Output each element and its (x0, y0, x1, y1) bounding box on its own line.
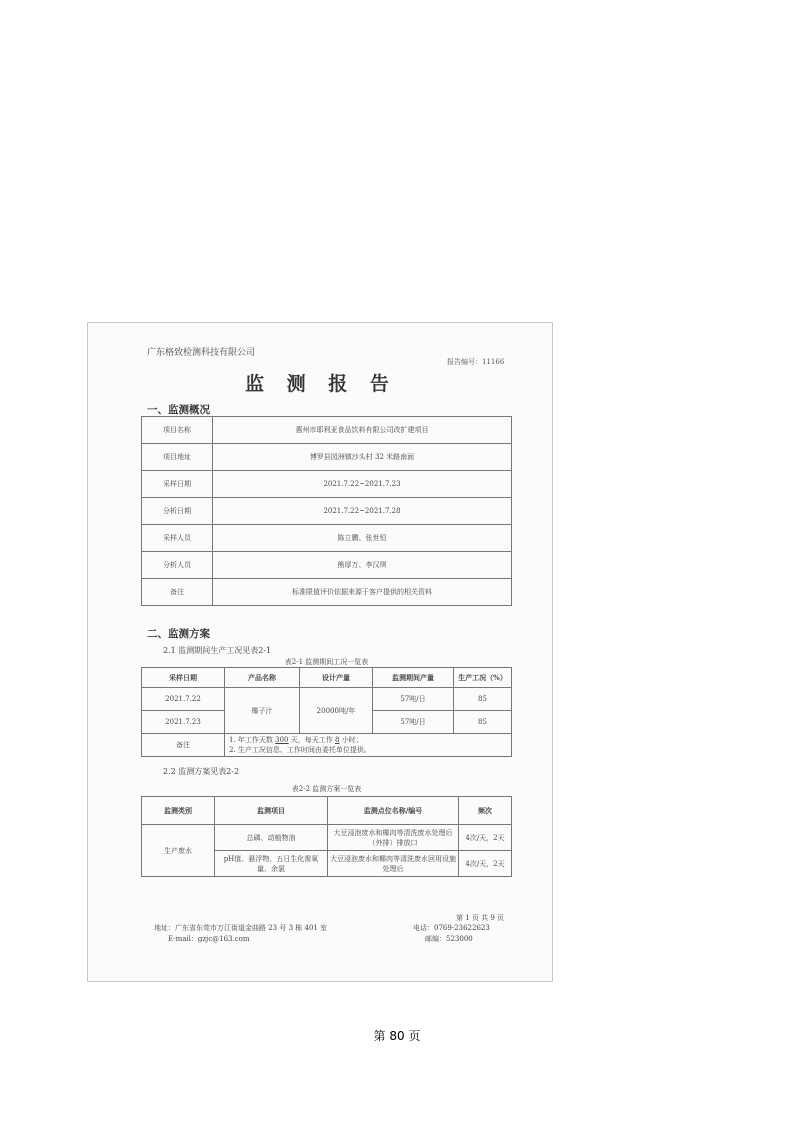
table-row: 2021.7.23 57吨/日 85 (142, 711, 512, 734)
subsection-2-2: 2.2 监测方案见表2-2 (163, 767, 240, 776)
table-row: pH值、悬浮物、五日生化需氧量、余氯 大豆浸泡废水和椰肉等清洗废水回用设施处理后 4次/天，2天 (142, 851, 512, 877)
table1-note: 1. 年工作天数 300 天，每天工作 8 小时； 2. 生产工况信息、工作时间由委托单位提供。 (225, 734, 512, 757)
table-row: 备注 标准限值评价依据来源于客户提供的相关资料 (142, 579, 512, 606)
document-page-number: 第 80 页 (373, 1029, 421, 1043)
section1-heading: 一、监测概况 (147, 404, 210, 416)
table-row: 采样日期 2021.7.22~2021.7.23 (142, 471, 512, 498)
table-row: 2021.7.22 椰子汁 20000吨/年 57吨/日 85 (142, 688, 512, 711)
footer-address: 地址：广东省东莞市万江街道金曲路 23 号 3 栋 401 室 (154, 924, 328, 932)
table-row: 采样人员 陈立鹏、张世恒 (142, 525, 512, 552)
company-name: 广东格致检测科技有限公司 (147, 348, 256, 358)
report-title: 监 测 报 告 (245, 373, 397, 395)
footer-email: E-mail：gzjc@163.com (168, 935, 250, 943)
table-row: 分析人员 熊厚万、李汉琪 (142, 552, 512, 579)
footer-phone: 电话：0769-23622623 (413, 924, 490, 932)
scanned-report-page (87, 322, 553, 982)
table2-caption: 表2-2 监测方案一览表 (291, 785, 362, 793)
table-header-row: 监测类别 监测项目 监测点位名称/编号 频次 (142, 797, 512, 825)
report-number: 报告编号：11166 (447, 358, 505, 366)
table-row: 备注 1. 年工作天数 300 天，每天工作 8 小时； 2. 生产工况信息、工作时间由委托单位提供。 (142, 734, 512, 757)
table-header-row: 采样日期 产品名称 设计产量 监测期间产量 生产工况（%） (142, 668, 512, 688)
subsection-2-1: 2.1 监测期间生产工况见表2-1 (163, 646, 272, 655)
table-row: 分析日期 2021.7.22~2021.7.28 (142, 498, 512, 525)
page-of-total: 第 1 页 共 9 页 (456, 914, 505, 922)
production-table (141, 667, 512, 757)
table-row: 生产废水 总磷、动植物油 大豆浸泡废水和椰肉等清洗废水处理后（外排）排放口 4次/天，2天 (142, 825, 512, 851)
table-row: 项目名称 惠州市耶利亚食品饮料有限公司改扩建项目 (142, 417, 512, 444)
table1-caption: 表2-1 监测期间工况一览表 (284, 658, 369, 666)
monitoring-plan-table (141, 796, 512, 877)
footer-postcode: 邮编：523000 (425, 935, 473, 943)
table-row: 项目地址 博罗县园洲镇沙头村 32 米路南面 (142, 444, 512, 471)
section2-heading: 二、监测方案 (147, 628, 210, 640)
overview-table (141, 416, 512, 606)
